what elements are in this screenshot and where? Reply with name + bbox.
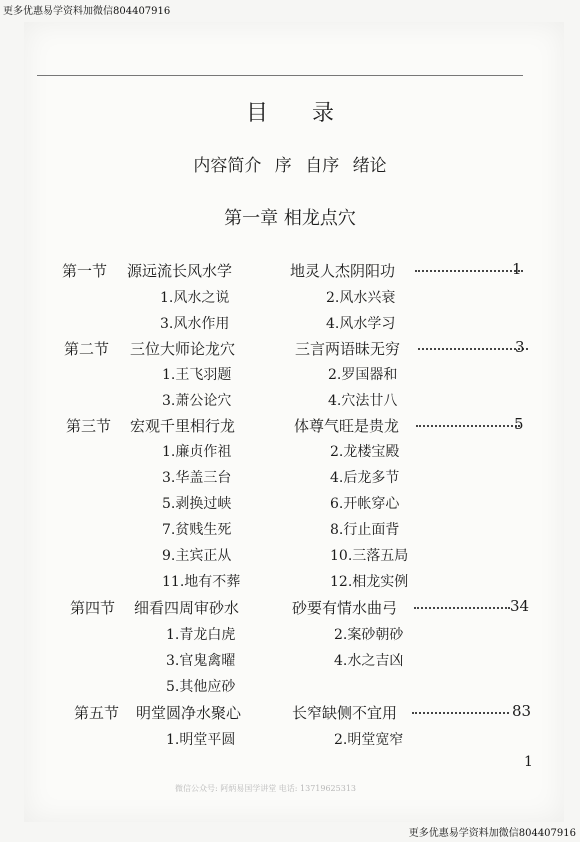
front-matter: 内容简介 序 自序 绪论	[193, 156, 387, 176]
leader-dots	[412, 712, 509, 714]
section-page-number: 34	[510, 597, 530, 615]
subsection-item: 4.水之吉凶	[334, 653, 404, 669]
toc-section	[70, 597, 540, 617]
subsection-item: 4.风水学习	[326, 316, 396, 332]
subsection-item: 12.相龙实例	[330, 574, 409, 590]
section-right-title: 地灵人杰阴阳功	[290, 262, 396, 280]
toc-title	[0, 96, 580, 127]
subsection-item: 1.王飞羽题	[162, 367, 232, 383]
section-left-title: 宏观千里相行龙	[130, 417, 236, 435]
subsection-item: 5.剥换过峡	[162, 496, 232, 512]
leader-dots	[416, 425, 520, 427]
toc-section	[64, 338, 534, 358]
subsection-item: 6.开帐穿心	[330, 496, 400, 512]
subsection-item: 5.其他应砂	[166, 679, 236, 695]
subsection-item: 2.风水兴衰	[326, 290, 396, 306]
section-left-title: 明堂圆净水聚心	[136, 704, 242, 722]
section-right-title: 长窄缺侧不宜用	[292, 704, 398, 722]
subsection-item: 1.廉贞作祖	[162, 444, 232, 460]
section-left-title: 三位大师论龙穴	[130, 340, 236, 358]
subsection-item: 2.罗国器和	[328, 367, 398, 383]
subsection-item: 11.地有不葬	[162, 574, 241, 590]
section-page-number: 5	[514, 415, 524, 433]
leader-dots	[414, 607, 510, 609]
section-page-number: 1	[512, 260, 522, 278]
subsection-item: 1.青龙白虎	[166, 627, 236, 643]
subsection-item: 1.风水之说	[160, 290, 230, 306]
section-right-title: 三言两语昧无穷	[295, 340, 401, 358]
section-label: 第二节	[64, 340, 110, 358]
watermark-bottom: 更多优惠易学资料加微信804407916	[408, 828, 576, 839]
subsection-item: 7.贫贱生死	[162, 522, 232, 538]
subsection-item: 2.龙楼宝殿	[330, 444, 400, 460]
section-right-title: 砂要有情水曲弓	[292, 599, 398, 617]
subsection-item: 4.穴法廿八	[328, 393, 398, 409]
section-label: 第三节	[66, 417, 112, 435]
subsection-item: 8.行止面背	[330, 522, 400, 538]
subsection-item: 3.官鬼禽曜	[166, 653, 236, 669]
subsection-item: 1.明堂平圆	[166, 732, 236, 748]
subsection-item: 3.华盖三台	[162, 470, 232, 486]
section-page-number: 3	[515, 338, 525, 356]
section-label: 第五节	[74, 704, 120, 722]
toc-section	[62, 260, 532, 280]
section-left-title: 细看四周审砂水	[134, 599, 240, 617]
subsection-item: 2.案砂朝砂	[334, 627, 404, 643]
header-rule	[37, 75, 523, 76]
chapter-heading: 第一章 相龙点穴	[224, 208, 356, 229]
toc-title-text: 目录	[245, 101, 378, 126]
subsection-item: 2.明堂宽窄	[334, 732, 404, 748]
leader-dots	[418, 348, 528, 350]
section-right-title: 体尊气旺是贵龙	[294, 417, 400, 435]
subsection-item: 3.萧公论穴	[162, 393, 232, 409]
page-number: 1	[524, 754, 533, 770]
section-page-number: 83	[512, 702, 532, 720]
leader-dots	[415, 270, 523, 272]
subsection-item: 9.主宾正从	[162, 548, 232, 564]
subsection-item: 4.后龙多节	[330, 470, 400, 486]
footer-faint-text: 微信公众号: 阿炳易国学讲堂 电话: 13719625313	[175, 784, 357, 793]
toc-section	[74, 702, 534, 722]
subsection-item: 3.风水作用	[160, 316, 230, 332]
toc-section	[66, 415, 536, 435]
section-label: 第一节	[62, 262, 108, 280]
section-label: 第四节	[70, 599, 116, 617]
section-left-title: 源远流长风水学	[127, 262, 233, 280]
subsection-item: 10.三落五局	[330, 548, 409, 564]
watermark-top: 更多优惠易学资料加微信804407916	[3, 6, 171, 17]
